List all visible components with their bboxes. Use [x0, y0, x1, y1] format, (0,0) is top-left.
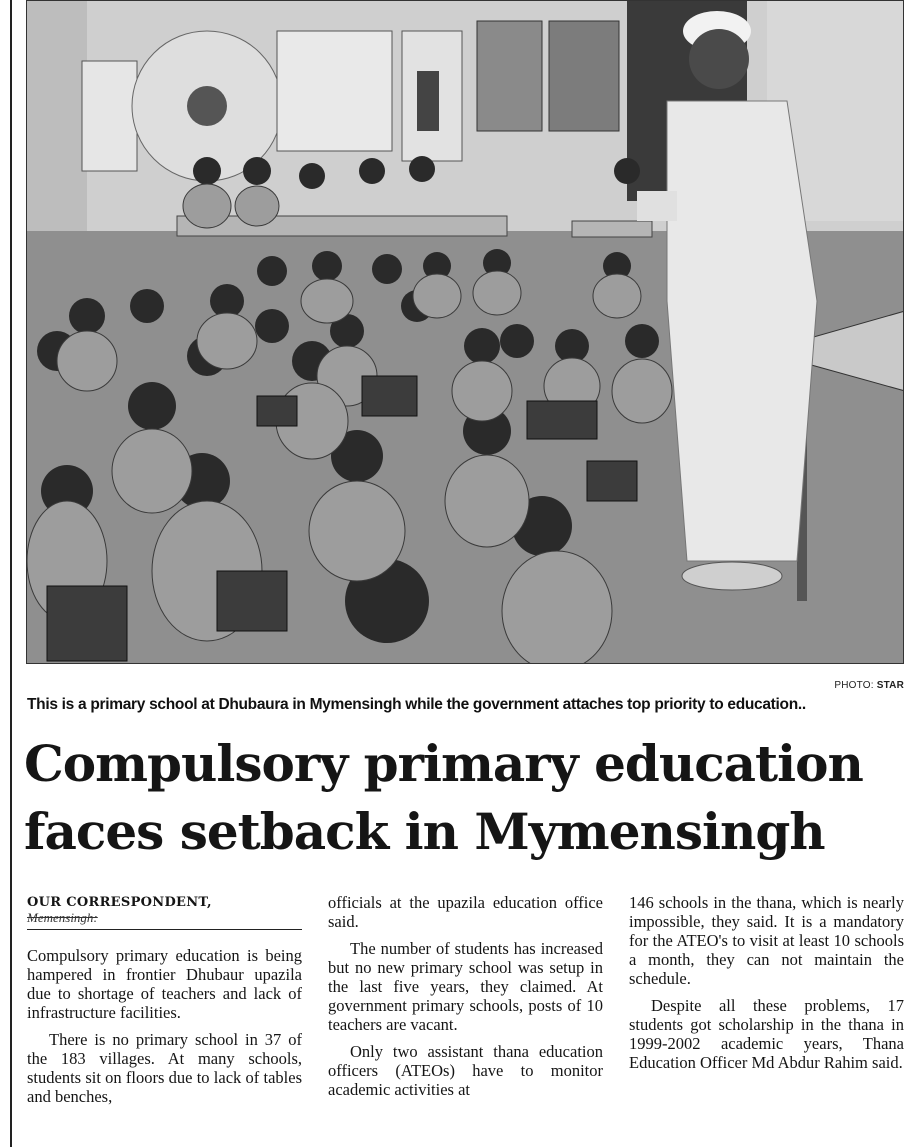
- paragraph: There is no primary school in 37 of the 183 villages. At many schools, students sit on floors due to lack of tables and benches,: [27, 1030, 302, 1106]
- headline: [24, 730, 904, 866]
- paragraph: officials at the upazila education office said.: [328, 893, 603, 931]
- article-column-2: [328, 893, 603, 1099]
- column-rule: [10, 0, 12, 1147]
- paragraph: Only two assistant thana education officers (ATEOs) have to monitor academic activities at: [328, 1042, 603, 1099]
- byline: OUR CORRESPONDENT,: [27, 895, 212, 910]
- photo-caption: This is a primary school at Dhubaura in Mymensingh while the government attaches top priority to education..: [27, 696, 806, 713]
- article-column-3: [629, 893, 904, 1072]
- credit-source: STAR: [876, 680, 904, 691]
- paragraph: 146 schools in the thana, which is nearly impossible, they said. It is a mandatory for the ATEO's to visit at least 10 schools a month, they can not maintain the schedule.: [629, 893, 904, 988]
- classroom-photo-illustration: [27, 1, 904, 664]
- headline-line-1: Compulsory primary education: [24, 734, 863, 793]
- headline-line-2: faces setback in Mymensingh: [24, 802, 825, 861]
- paragraph: The number of students has increased but no new primary school was setup in the last five years, they claimed. At government primary schools, posts of 10 teachers are vacant.: [328, 939, 603, 1034]
- paragraph: Compulsory primary education is being hampered in frontier Dhubaur upazila due to shortage of teachers and lack of infrastructure facilities.: [27, 946, 302, 1022]
- photo-credit: [834, 680, 904, 691]
- dateline: Memensingh:: [27, 910, 302, 930]
- credit-label: PHOTO:: [834, 680, 874, 691]
- article-column-1: [27, 893, 302, 1106]
- classroom-photo: [26, 0, 904, 664]
- paragraph: Despite all these problems, 17 students got scholarship in the thana in 1999-2002 academic years, Thana Education Officer Md Abdur Rahim said.: [629, 996, 904, 1072]
